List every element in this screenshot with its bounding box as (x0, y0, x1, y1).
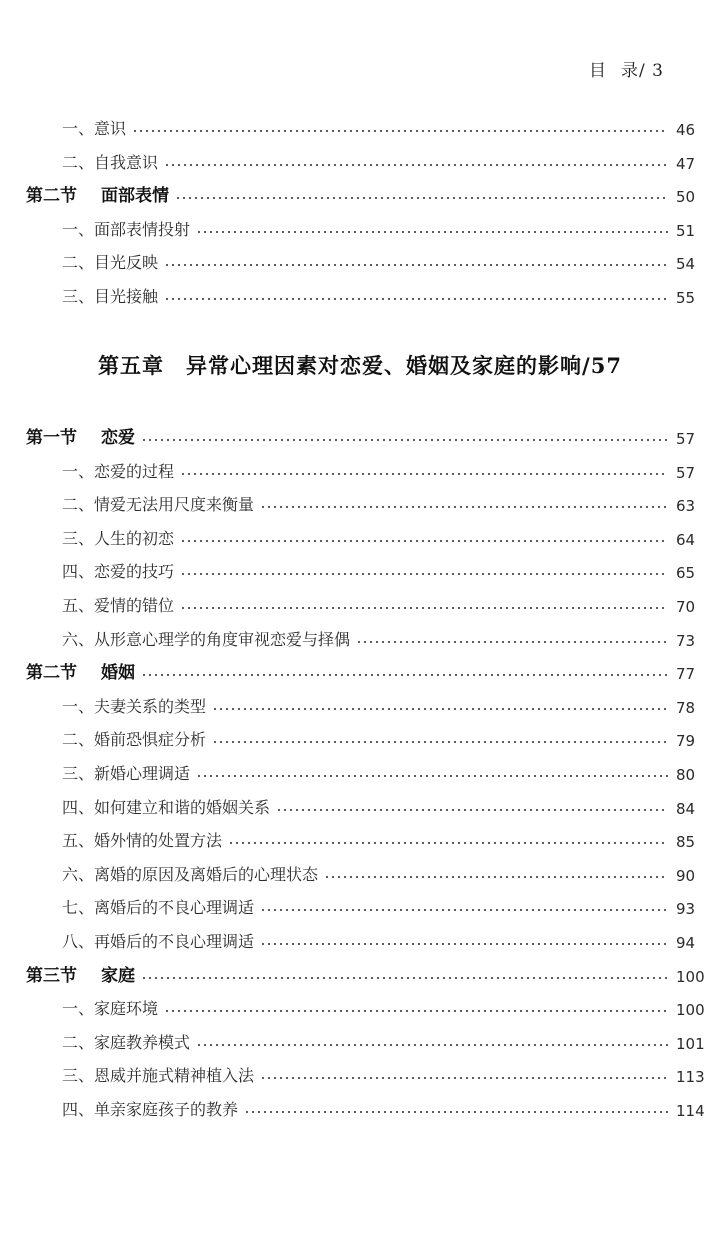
chapter-number: 第五章 (98, 353, 165, 378)
toc-item-row[interactable] (0, 760, 720, 784)
section-name: 恋爱 (101, 428, 135, 448)
section-title (26, 423, 141, 448)
dot-leader (180, 539, 668, 543)
section-number: 第三节 (26, 965, 77, 986)
toc-item-row[interactable] (0, 794, 720, 818)
page-number: 84 (676, 799, 696, 818)
item-title: 四、单亲家庭孩子的教养 (62, 1100, 239, 1119)
page-number: 85 (676, 833, 696, 852)
page-number: 63 (676, 497, 696, 516)
dot-leader (141, 976, 668, 980)
page-number: 100 (676, 1001, 705, 1020)
dot-leader (196, 230, 668, 234)
toc-item-row[interactable] (0, 558, 720, 582)
toc-item-row[interactable] (0, 1029, 720, 1053)
toc-section-row[interactable] (0, 182, 720, 206)
item-title: 八、再婚后的不良心理调适 (62, 932, 255, 951)
toc-item-row[interactable] (0, 928, 720, 952)
dot-leader (260, 908, 668, 912)
dot-leader (260, 1076, 668, 1080)
item-title: 二、自我意识 (62, 152, 159, 172)
toc-item-row[interactable] (0, 626, 720, 650)
toc-item-row[interactable] (0, 995, 720, 1019)
dot-leader (356, 640, 668, 644)
page-number: 100 (676, 967, 705, 986)
toc-item-row[interactable] (0, 491, 720, 515)
dot-leader (164, 297, 668, 301)
page-number: 55 (676, 289, 696, 307)
page-number: 57 (676, 463, 696, 482)
page-number: 46 (676, 121, 696, 139)
page-number: 79 (676, 732, 696, 751)
dot-leader (141, 673, 668, 677)
dot-leader (141, 438, 668, 442)
chapter-heading (0, 350, 720, 380)
dot-leader (324, 875, 668, 879)
page-number: 51 (676, 221, 696, 240)
dot-leader (196, 774, 668, 778)
header-label-b: 录/ (621, 61, 646, 81)
toc-item-row[interactable] (0, 894, 720, 918)
item-title: 三、人生的初恋 (62, 528, 175, 548)
item-title: 二、婚前恐惧症分析 (62, 730, 207, 750)
item-title: 四、如何建立和谐的婚姻关系 (62, 797, 271, 817)
page-number: 64 (676, 530, 696, 549)
dot-leader (276, 808, 668, 812)
running-header (589, 56, 664, 81)
toc-item-row[interactable] (0, 149, 720, 173)
page-number: 113 (676, 1068, 705, 1087)
toc-section-row[interactable] (0, 962, 720, 986)
item-title: 七、离婚后的不良心理调适 (62, 898, 255, 918)
chapter-title: 异常心理因素对恋爱、婚姻及家庭的影响/57 (186, 353, 622, 378)
item-title: 五、爱情的错位 (62, 596, 175, 615)
page-number: 73 (676, 631, 696, 650)
dot-leader (244, 1110, 668, 1114)
section-name: 婚姻 (101, 663, 135, 684)
toc-item-row[interactable] (0, 693, 720, 717)
section-title (26, 961, 141, 986)
dot-leader (196, 1043, 668, 1047)
item-title: 二、目光反映 (62, 253, 159, 273)
item-title: 一、夫妻关系的类型 (62, 696, 207, 716)
item-title: 三、恩威并施式精神植入法 (62, 1066, 255, 1086)
page-number: 50 (676, 188, 696, 207)
toc-item-row[interactable] (0, 525, 720, 549)
toc-item-row[interactable] (0, 283, 720, 307)
toc-item-row[interactable] (0, 1062, 720, 1086)
page-number: 101 (676, 1034, 705, 1053)
item-title: 六、离婚的原因及离婚后的心理状态 (62, 864, 319, 884)
dot-leader (164, 1009, 668, 1013)
page-number: 54 (676, 255, 696, 274)
dot-leader (180, 472, 668, 476)
dot-leader (260, 942, 668, 946)
item-title: 三、目光接触 (62, 287, 159, 306)
toc-item-row[interactable] (0, 861, 720, 885)
dot-leader (175, 196, 668, 200)
toc-item-row[interactable] (0, 1096, 720, 1120)
section-number: 第二节 (26, 186, 77, 207)
dot-leader (212, 740, 668, 744)
page-number: 70 (676, 598, 696, 616)
section-title (26, 658, 141, 683)
page-number: 90 (676, 866, 696, 885)
dot-leader (180, 606, 668, 610)
dot-leader (132, 129, 668, 133)
item-title: 二、家庭教养模式 (62, 1032, 191, 1052)
item-title: 一、面部表情投射 (62, 219, 191, 239)
section-name: 面部表情 (101, 186, 169, 207)
section-name: 家庭 (101, 965, 135, 986)
section-title (26, 181, 175, 206)
dot-leader (164, 263, 668, 267)
toc-item-row[interactable] (0, 216, 720, 240)
item-title: 五、婚外情的处置方法 (62, 831, 223, 851)
item-title: 三、新婚心理调适 (62, 764, 191, 783)
page-number: 80 (676, 766, 696, 784)
toc-item-row[interactable] (0, 249, 720, 273)
toc-section-row[interactable] (0, 659, 720, 683)
page-number: 77 (676, 665, 696, 684)
toc-item-row[interactable] (0, 458, 720, 482)
header-label-a: 目 (589, 61, 608, 81)
page-number: 65 (676, 564, 696, 583)
dot-leader (228, 841, 668, 845)
item-title: 一、意识 (62, 119, 127, 138)
dot-leader (260, 505, 668, 509)
item-title: 六、从形意心理学的角度审视恋爱与择偶 (62, 629, 351, 649)
page-number: 114 (676, 1102, 705, 1120)
page-number: 93 (676, 900, 696, 919)
header-page-number: 3 (652, 61, 664, 81)
item-title: 二、情爱无法用尺度来衡量 (62, 495, 255, 515)
toc-item-row[interactable] (0, 592, 720, 616)
page-number: 94 (676, 934, 696, 952)
section-number: 第二节 (26, 663, 77, 684)
toc-item-row[interactable] (0, 115, 720, 139)
item-title: 一、家庭环境 (62, 999, 159, 1019)
toc-section-row[interactable] (0, 424, 720, 448)
toc-item-row[interactable] (0, 827, 720, 851)
page-number: 78 (676, 698, 696, 717)
dot-leader (164, 163, 668, 167)
page-number: 57 (676, 430, 696, 448)
toc-item-row[interactable] (0, 726, 720, 750)
item-title: 四、恋爱的技巧 (62, 562, 175, 582)
page-number: 47 (676, 154, 696, 173)
section-number: 第一节 (26, 428, 77, 448)
dot-leader (212, 707, 668, 711)
item-title: 一、恋爱的过程 (62, 461, 175, 481)
dot-leader (180, 572, 668, 576)
